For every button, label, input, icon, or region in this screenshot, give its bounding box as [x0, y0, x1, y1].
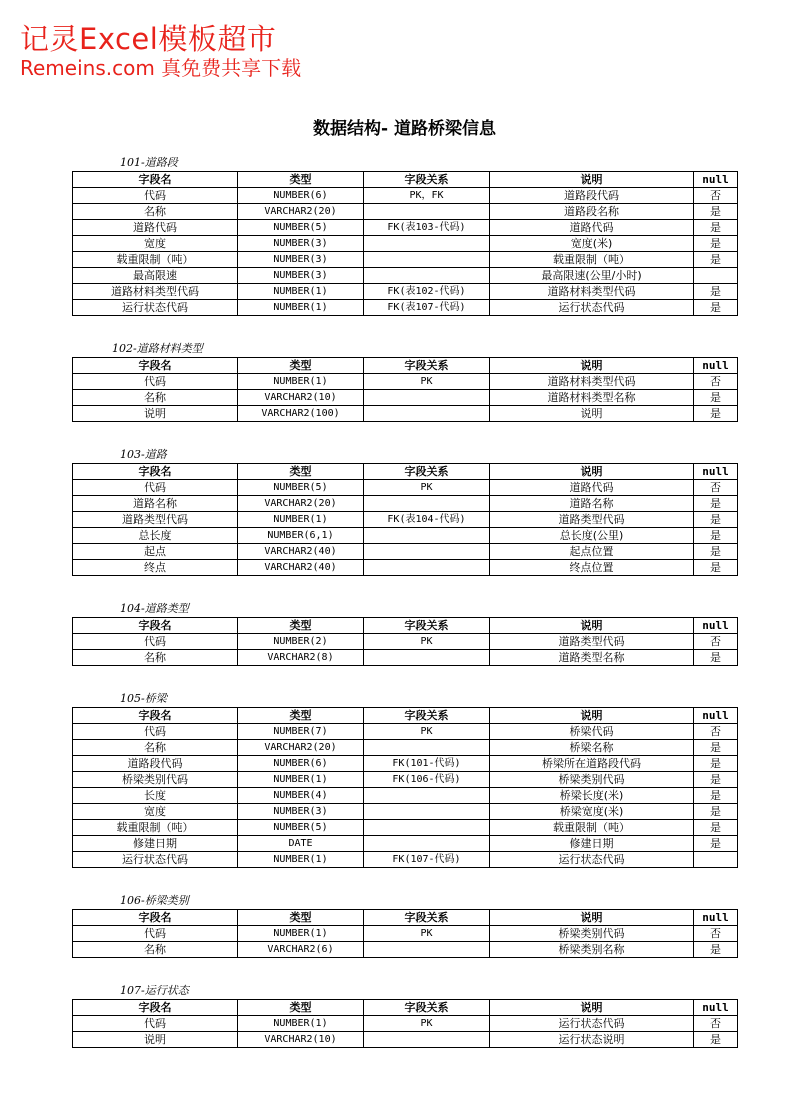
column-header-relation: 字段关系: [364, 618, 490, 634]
cell-relation: FK(表107-代码): [364, 300, 490, 316]
cell-null: 是: [694, 220, 738, 236]
field-table: [72, 617, 738, 666]
cell-field-name: 代码: [73, 926, 238, 942]
column-header-null: null: [694, 708, 738, 724]
cell-description: 道路类型名称: [490, 650, 694, 666]
cell-field-name: 载重限制（吨）: [73, 252, 238, 268]
cell-null: 是: [694, 820, 738, 836]
table-section: [72, 982, 737, 1048]
cell-type: VARCHAR2(10): [238, 390, 364, 406]
cell-type: NUMBER(6): [238, 756, 364, 772]
column-header-null: null: [694, 910, 738, 926]
table-section: [72, 690, 737, 868]
column-header-field-name: 字段名: [73, 464, 238, 480]
cell-null: 是: [694, 300, 738, 316]
column-header-relation: 字段关系: [364, 464, 490, 480]
cell-type: NUMBER(5): [238, 480, 364, 496]
table-row: [73, 942, 738, 958]
cell-description: 载重限制（吨）: [490, 820, 694, 836]
cell-type: NUMBER(3): [238, 268, 364, 284]
table-row: [73, 480, 738, 496]
section-title: 102-道路材料类型: [112, 342, 203, 355]
cell-description: 桥梁代码: [490, 724, 694, 740]
table-row: [73, 740, 738, 756]
cell-field-name: 总长度: [73, 528, 238, 544]
table-section: [72, 446, 737, 576]
cell-relation: [364, 496, 490, 512]
cell-relation: [364, 788, 490, 804]
column-header-description: 说明: [490, 910, 694, 926]
field-table: [72, 999, 738, 1048]
cell-type: VARCHAR2(20): [238, 496, 364, 512]
cell-description: 运行状态代码: [490, 852, 694, 868]
cell-field-name: 道路类型代码: [73, 512, 238, 528]
table-row: [73, 634, 738, 650]
cell-null: 是: [694, 252, 738, 268]
cell-null: 是: [694, 544, 738, 560]
cell-relation: [364, 544, 490, 560]
cell-description: 道路类型代码: [490, 512, 694, 528]
cell-field-name: 道路代码: [73, 220, 238, 236]
cell-type: VARCHAR2(40): [238, 560, 364, 576]
table-row: [73, 284, 738, 300]
cell-field-name: 修建日期: [73, 836, 238, 852]
table-header-row: [73, 358, 738, 374]
tables-container: [72, 154, 737, 1048]
cell-type: NUMBER(1): [238, 374, 364, 390]
column-header-field-name: 字段名: [73, 708, 238, 724]
cell-field-name: 名称: [73, 942, 238, 958]
table-row: [73, 188, 738, 204]
column-header-field-name: 字段名: [73, 1000, 238, 1016]
cell-null: 是: [694, 284, 738, 300]
column-header-null: null: [694, 464, 738, 480]
cell-relation: [364, 804, 490, 820]
section-gap: [72, 868, 737, 892]
cell-field-name: 代码: [73, 1016, 238, 1032]
section-gap: [72, 666, 737, 690]
cell-description: 桥梁类别名称: [490, 942, 694, 958]
section-title: 103-道路: [120, 448, 167, 461]
cell-null: 是: [694, 772, 738, 788]
cell-null: 是: [694, 650, 738, 666]
cell-field-name: 起点: [73, 544, 238, 560]
column-header-null: null: [694, 172, 738, 188]
cell-null: 是: [694, 740, 738, 756]
column-header-relation: 字段关系: [364, 910, 490, 926]
cell-null: 否: [694, 480, 738, 496]
cell-relation: [364, 820, 490, 836]
cell-field-name: 名称: [73, 390, 238, 406]
column-header-type: 类型: [238, 1000, 364, 1016]
section-gap: [72, 316, 737, 340]
cell-field-name: 说明: [73, 406, 238, 422]
table-header-row: [73, 172, 738, 188]
cell-type: VARCHAR2(40): [238, 544, 364, 560]
cell-description: 说明: [490, 406, 694, 422]
cell-field-name: 载重限制（吨）: [73, 820, 238, 836]
table-row: [73, 560, 738, 576]
cell-null: 否: [694, 374, 738, 390]
column-header-type: 类型: [238, 358, 364, 374]
column-header-null: null: [694, 618, 738, 634]
cell-relation: [364, 1032, 490, 1048]
cell-relation: [364, 740, 490, 756]
column-header-field-name: 字段名: [73, 358, 238, 374]
section-gap: [72, 958, 737, 982]
column-header-description: 说明: [490, 618, 694, 634]
cell-description: 道路材料类型代码: [490, 374, 694, 390]
table-header-row: [73, 618, 738, 634]
cell-field-name: 道路名称: [73, 496, 238, 512]
section-title: 106-桥梁类别: [120, 894, 189, 907]
cell-field-name: 名称: [73, 740, 238, 756]
cell-type: NUMBER(1): [238, 284, 364, 300]
column-header-description: 说明: [490, 464, 694, 480]
column-header-description: 说明: [490, 172, 694, 188]
cell-relation: [364, 406, 490, 422]
cell-description: 道路段代码: [490, 188, 694, 204]
cell-relation: PK: [364, 480, 490, 496]
cell-type: NUMBER(7): [238, 724, 364, 740]
cell-description: 桥梁长度(米): [490, 788, 694, 804]
table-row: [73, 390, 738, 406]
cell-description: 道路类型代码: [490, 634, 694, 650]
cell-description: 宽度(米): [490, 236, 694, 252]
table-row: [73, 528, 738, 544]
column-header-type: 类型: [238, 910, 364, 926]
cell-relation: [364, 268, 490, 284]
table-row: [73, 650, 738, 666]
cell-field-name: 宽度: [73, 236, 238, 252]
cell-null: 是: [694, 788, 738, 804]
cell-relation: PK: [364, 374, 490, 390]
cell-relation: [364, 204, 490, 220]
table-row: [73, 1016, 738, 1032]
table-row: [73, 804, 738, 820]
table-row: [73, 756, 738, 772]
table-row: [73, 236, 738, 252]
column-header-null: null: [694, 358, 738, 374]
table-row: [73, 268, 738, 284]
column-header-type: 类型: [238, 172, 364, 188]
brand-line-1: 记灵Excel模板超市: [20, 22, 277, 56]
table-header-row: [73, 708, 738, 724]
cell-description: 修建日期: [490, 836, 694, 852]
cell-description: 桥梁类别代码: [490, 926, 694, 942]
table-row: [73, 204, 738, 220]
cell-type: NUMBER(3): [238, 804, 364, 820]
table-row: [73, 374, 738, 390]
cell-null: 是: [694, 560, 738, 576]
cell-description: 桥梁所在道路段代码: [490, 756, 694, 772]
cell-description: 终点位置: [490, 560, 694, 576]
cell-field-name: 道路材料类型代码: [73, 284, 238, 300]
column-header-type: 类型: [238, 464, 364, 480]
document-title: 数据结构- 道路桥梁信息: [313, 119, 496, 139]
cell-description: 运行状态代码: [490, 1016, 694, 1032]
cell-field-name: 代码: [73, 188, 238, 204]
cell-description: 运行状态代码: [490, 300, 694, 316]
cell-description: 总长度(公里): [490, 528, 694, 544]
cell-type: NUMBER(3): [238, 252, 364, 268]
cell-type: VARCHAR2(6): [238, 942, 364, 958]
cell-field-name: 代码: [73, 480, 238, 496]
table-row: [73, 788, 738, 804]
cell-null: [694, 268, 738, 284]
cell-field-name: 长度: [73, 788, 238, 804]
cell-relation: [364, 942, 490, 958]
cell-description: 道路段名称: [490, 204, 694, 220]
field-table: [72, 707, 738, 868]
cell-type: DATE: [238, 836, 364, 852]
cell-type: NUMBER(1): [238, 926, 364, 942]
cell-relation: FK(表104-代码): [364, 512, 490, 528]
cell-field-name: 桥梁类别代码: [73, 772, 238, 788]
cell-null: 是: [694, 390, 738, 406]
cell-type: VARCHAR2(20): [238, 740, 364, 756]
cell-null: 是: [694, 406, 738, 422]
cell-type: NUMBER(4): [238, 788, 364, 804]
section-title: 104-道路类型: [120, 602, 189, 615]
cell-type: VARCHAR2(8): [238, 650, 364, 666]
cell-type: NUMBER(6,1): [238, 528, 364, 544]
table-header-row: [73, 464, 738, 480]
cell-field-name: 代码: [73, 374, 238, 390]
column-header-relation: 字段关系: [364, 1000, 490, 1016]
table-row: [73, 300, 738, 316]
cell-type: NUMBER(1): [238, 772, 364, 788]
cell-field-name: 运行状态代码: [73, 300, 238, 316]
cell-type: NUMBER(6): [238, 188, 364, 204]
cell-type: NUMBER(1): [238, 300, 364, 316]
cell-field-name: 名称: [73, 204, 238, 220]
cell-null: 是: [694, 236, 738, 252]
cell-field-name: 最高限速: [73, 268, 238, 284]
cell-null: 否: [694, 724, 738, 740]
cell-relation: PK: [364, 634, 490, 650]
cell-null: 是: [694, 512, 738, 528]
section-gap: [72, 422, 737, 446]
cell-field-name: 运行状态代码: [73, 852, 238, 868]
cell-relation: PK: [364, 926, 490, 942]
cell-field-name: 代码: [73, 724, 238, 740]
cell-field-name: 终点: [73, 560, 238, 576]
section-gap: [72, 576, 737, 600]
table-row: [73, 544, 738, 560]
cell-relation: [364, 390, 490, 406]
cell-field-name: 名称: [73, 650, 238, 666]
cell-null: [694, 852, 738, 868]
column-header-field-name: 字段名: [73, 910, 238, 926]
cell-null: 是: [694, 528, 738, 544]
cell-relation: FK(106-代码): [364, 772, 490, 788]
cell-null: 是: [694, 496, 738, 512]
column-header-description: 说明: [490, 358, 694, 374]
cell-description: 运行状态说明: [490, 1032, 694, 1048]
cell-description: 桥梁名称: [490, 740, 694, 756]
cell-relation: [364, 650, 490, 666]
cell-description: 桥梁类别代码: [490, 772, 694, 788]
cell-field-name: 说明: [73, 1032, 238, 1048]
cell-type: NUMBER(2): [238, 634, 364, 650]
cell-relation: FK(101-代码): [364, 756, 490, 772]
table-row: [73, 852, 738, 868]
cell-relation: FK(107-代码): [364, 852, 490, 868]
cell-description: 最高限速(公里/小时): [490, 268, 694, 284]
table-row: [73, 836, 738, 852]
column-header-description: 说明: [490, 1000, 694, 1016]
cell-null: 是: [694, 942, 738, 958]
field-table: [72, 357, 738, 422]
cell-field-name: 道路段代码: [73, 756, 238, 772]
cell-relation: [364, 560, 490, 576]
cell-null: 否: [694, 634, 738, 650]
cell-description: 道路材料类型名称: [490, 390, 694, 406]
field-table: [72, 909, 738, 958]
cell-field-name: 宽度: [73, 804, 238, 820]
table-section: [72, 892, 737, 958]
cell-null: 是: [694, 1032, 738, 1048]
table-header-row: [73, 910, 738, 926]
column-header-description: 说明: [490, 708, 694, 724]
cell-description: 道路名称: [490, 496, 694, 512]
column-header-type: 类型: [238, 708, 364, 724]
table-row: [73, 496, 738, 512]
section-title: 107-运行状态: [120, 984, 189, 997]
cell-description: 道路代码: [490, 220, 694, 236]
column-header-type: 类型: [238, 618, 364, 634]
table-row: [73, 724, 738, 740]
cell-null: 是: [694, 756, 738, 772]
cell-relation: [364, 236, 490, 252]
cell-type: NUMBER(3): [238, 236, 364, 252]
table-section: [72, 154, 737, 316]
field-table: [72, 171, 738, 316]
table-row: [73, 406, 738, 422]
column-header-relation: 字段关系: [364, 172, 490, 188]
cell-null: 否: [694, 926, 738, 942]
cell-relation: PK: [364, 1016, 490, 1032]
cell-description: 桥梁宽度(米): [490, 804, 694, 820]
cell-type: VARCHAR2(100): [238, 406, 364, 422]
cell-description: 载重限制（吨）: [490, 252, 694, 268]
cell-relation: FK(表103-代码): [364, 220, 490, 236]
cell-type: VARCHAR2(20): [238, 204, 364, 220]
column-header-field-name: 字段名: [73, 172, 238, 188]
column-header-relation: 字段关系: [364, 358, 490, 374]
column-header-null: null: [694, 1000, 738, 1016]
field-table: [72, 463, 738, 576]
table-row: [73, 252, 738, 268]
section-title: 101-道路段: [120, 156, 178, 169]
cell-description: 道路代码: [490, 480, 694, 496]
section-title: 105-桥梁: [120, 692, 167, 705]
brand-line-2: Remeins.com 真免费共享下载: [20, 56, 302, 80]
table-row: [73, 926, 738, 942]
table-row: [73, 820, 738, 836]
cell-relation: PK，FK: [364, 188, 490, 204]
cell-null: 是: [694, 804, 738, 820]
cell-relation: FK(表102-代码): [364, 284, 490, 300]
cell-null: 是: [694, 204, 738, 220]
table-row: [73, 1032, 738, 1048]
table-section: [72, 600, 737, 666]
column-header-relation: 字段关系: [364, 708, 490, 724]
cell-type: NUMBER(5): [238, 820, 364, 836]
cell-type: VARCHAR2(10): [238, 1032, 364, 1048]
cell-type: NUMBER(5): [238, 220, 364, 236]
cell-relation: [364, 836, 490, 852]
cell-field-name: 代码: [73, 634, 238, 650]
table-row: [73, 220, 738, 236]
cell-null: 是: [694, 836, 738, 852]
cell-description: 道路材料类型代码: [490, 284, 694, 300]
cell-description: 起点位置: [490, 544, 694, 560]
brand-watermark: [20, 22, 301, 80]
table-section: [72, 340, 737, 422]
cell-relation: [364, 252, 490, 268]
table-header-row: [73, 1000, 738, 1016]
table-row: [73, 772, 738, 788]
table-row: [73, 512, 738, 528]
cell-type: NUMBER(1): [238, 1016, 364, 1032]
cell-relation: PK: [364, 724, 490, 740]
cell-type: NUMBER(1): [238, 512, 364, 528]
cell-null: 否: [694, 188, 738, 204]
cell-relation: [364, 528, 490, 544]
cell-type: NUMBER(1): [238, 852, 364, 868]
cell-null: 否: [694, 1016, 738, 1032]
column-header-field-name: 字段名: [73, 618, 238, 634]
